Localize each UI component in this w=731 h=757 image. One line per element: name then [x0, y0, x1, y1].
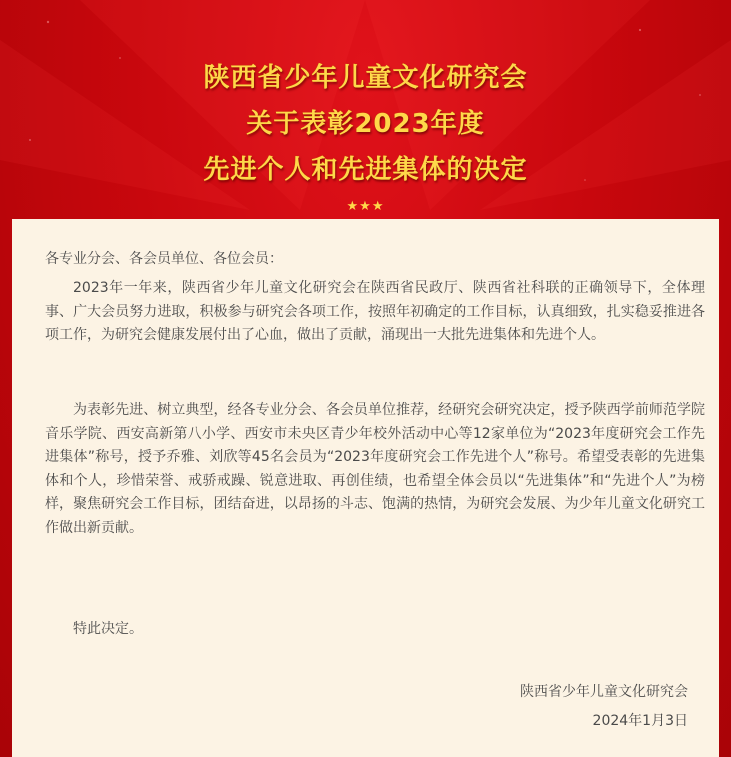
paragraph-1: 2023年一年来，陕西省少年儿童文化研究会在陕西省民政厅、陕西省社科联的正确领导下，全体理事、广大会员努力进取，积极参与研究会各项工作，按照年初确定的工作目标，认真细致，扎实稳妥推进各项工作，为研究会健康发展付出了心血，做出了贡献，涌现出一大批先进集体和先进个人。: [45, 280, 705, 343]
signature-date: 2024年1月3日: [592, 713, 688, 729]
title-line-3: 先进个人和先进集体的决定: [203, 155, 528, 185]
stars-decoration: ★★★: [346, 199, 385, 214]
document-panel: [12, 219, 719, 757]
paragraph-3: 特此决定。: [73, 621, 143, 637]
header-banner: [0, 0, 731, 220]
greeting: 各专业分会、各会员单位、各位会员：: [45, 251, 283, 267]
title-line-2: 关于表彰2023年度: [246, 109, 485, 139]
title-line-1: 陕西省少年儿童文化研究会: [203, 63, 528, 93]
signature-organization: 陕西省少年儿童文化研究会: [520, 684, 688, 700]
paragraph-2: 为表彰先进、树立典型，经各专业分会、各会员单位推荐，经研究会研究决定，授予陕西学前师范学院音乐学院、西安高新第八小学、西安市未央区青少年校外活动中心等12家单位为“2023年度研究会工作先进集体”称号，授予乔雅、刘欣等45名会员为“2023年度研究会工作先进个人”称号。希望受表彰的先进集体和个人，珍惜荣誉、戒骄戒躁、锐意进取、再创佳绩，也希望全体会员以“先进集体”和“先进个人”为榜样，聚焦研究会工作目标，团结奋进，以昂扬的斗志、饱满的热情，为研究会发展、为少年儿童文化研究工作做出新贡献。: [45, 402, 705, 536]
